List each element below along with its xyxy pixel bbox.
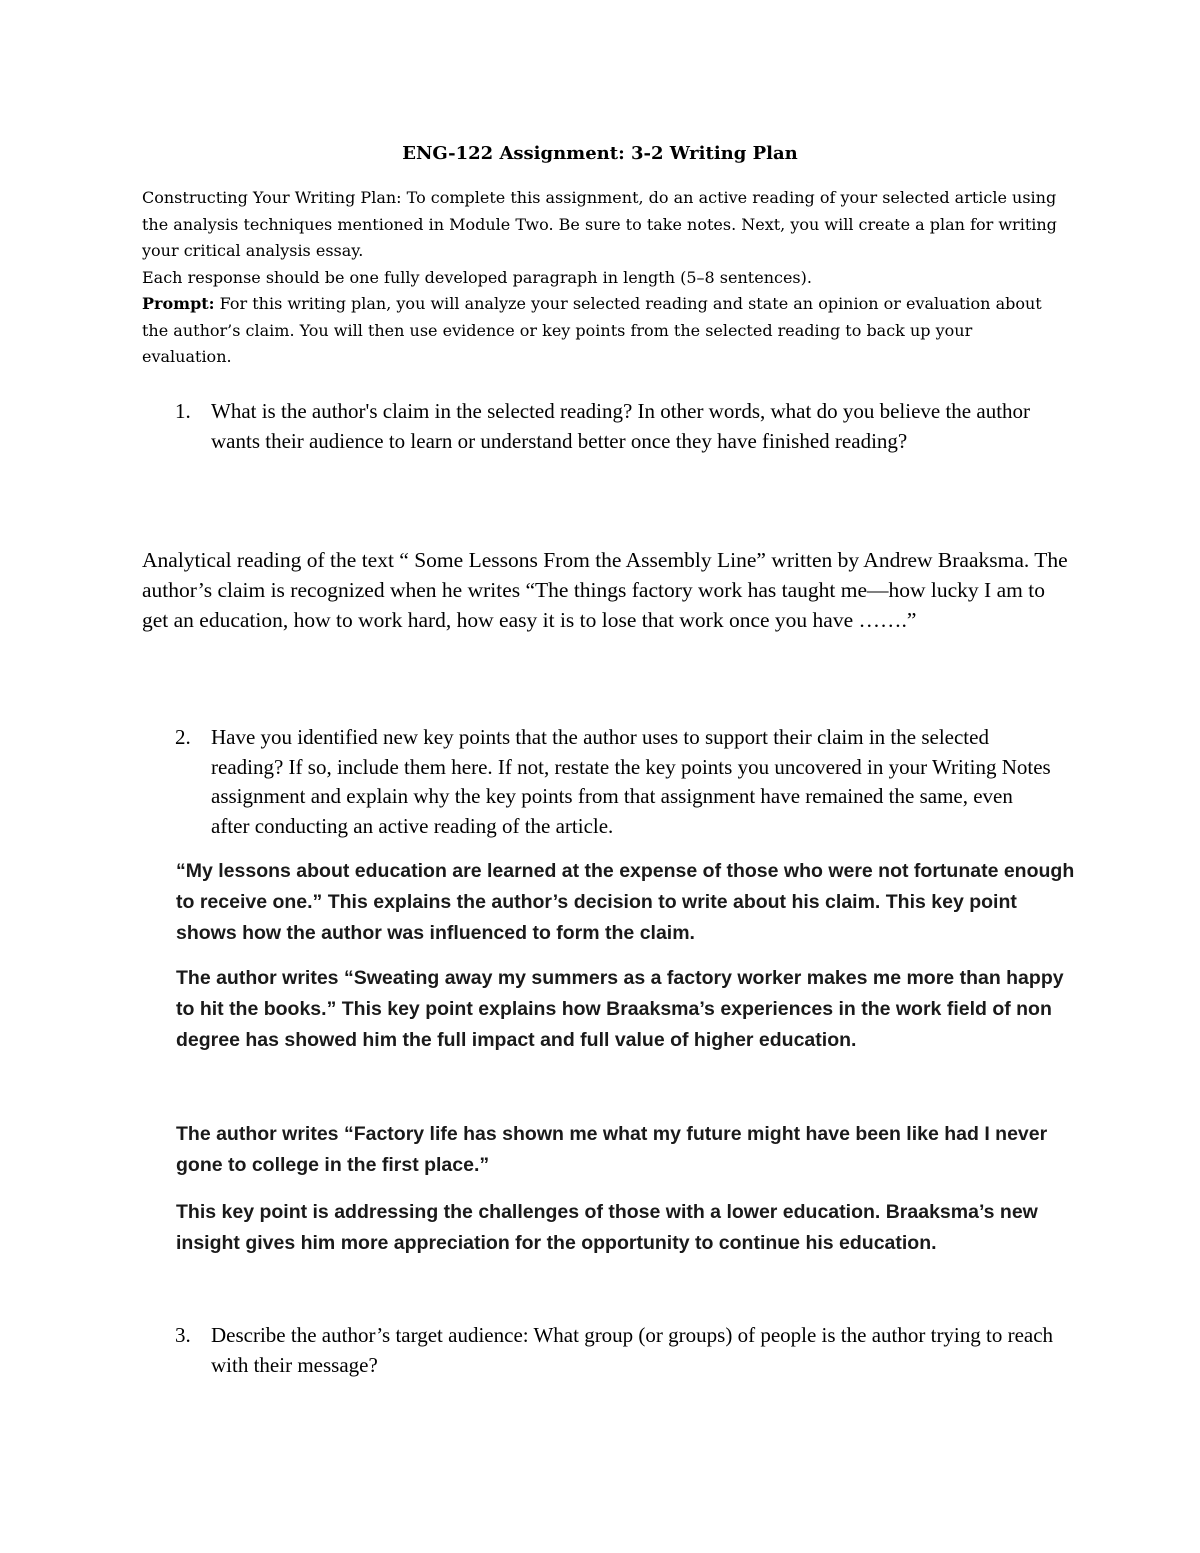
question-3	[175, 1321, 1055, 1380]
key-point-3: The author writes “Factory life has shown me what my future might have been like had I never gone to college in the first place.”	[176, 1123, 1048, 1176]
question-text: Describe the author’s target audience: What group (or groups) of people is the author trying to reach with their message?	[211, 1323, 1054, 1377]
key-point-2: The author writes “Sweating away my summers as a factory worker makes me more than happy to hit the books.” This key point explains how Braaksma’s experiences in the work field of non degree has showed him the full impact and full value of higher education.	[176, 967, 1064, 1051]
assignment-instructions	[142, 185, 1062, 371]
key-point-1: “My lessons about education are learned at the expense of those who were not fortunate enough to receive one.” This explains the author’s decision to write about his claim. This key point shows how the author was influenced to form the claim.	[176, 860, 1075, 944]
question-2	[175, 723, 1055, 841]
prompt-paragraph	[142, 291, 1062, 371]
prompt-text: For this writing plan, you will analyze your selected reading and state an opinion or evaluation about the author’s claim. You will then use evidence or key points from the selected reading to back up your evaluation.	[142, 294, 1042, 366]
question-text: Have you identified new key points that the author uses to support their claim in the selected reading? If so, include them here. If not, restate the key points you uncovered in your Writing Notes assignment and explain why the key points from that assignment have remained the same, even after conducting an active reading of the article.	[211, 725, 1051, 838]
instructions-paragraph: Constructing Your Writing Plan: To complete this assignment, do an active reading of your selected article using the analysis techniques mentioned in Module Two. Be sure to take notes. Next, you will create a plan for writing your critical analysis essay.	[142, 188, 1057, 260]
question-1	[175, 397, 1055, 456]
question-number: 1.	[175, 399, 191, 423]
length-requirement: Each response should be one fully developed paragraph in length (5–8 sentences).	[142, 267, 812, 287]
question-text: What is the author's claim in the selected reading? In other words, what do you believe the author wants their audience to learn or understand better once they have finished reading?	[211, 399, 1031, 453]
prompt-label: Prompt:	[142, 294, 215, 313]
question-number: 3.	[175, 1323, 191, 1347]
question-number: 2.	[175, 725, 191, 749]
key-point-4: This key point is addressing the challenges of those with a lower education. Braaksma’s new insight gives him more appreciation for the opportunity to continue his education.	[176, 1201, 1038, 1254]
answer-1: Analytical reading of the text “ Some Lessons From the Assembly Line” written by Andrew Braaksma. The author’s claim is recognized when he writes “The things factory work has taught me—how lucky I am to get an education, how to work hard, how easy it is to lose that work once you have …….”	[142, 548, 1068, 632]
document-title: ENG-122 Assignment: 3-2 Writing Plan	[402, 143, 798, 164]
